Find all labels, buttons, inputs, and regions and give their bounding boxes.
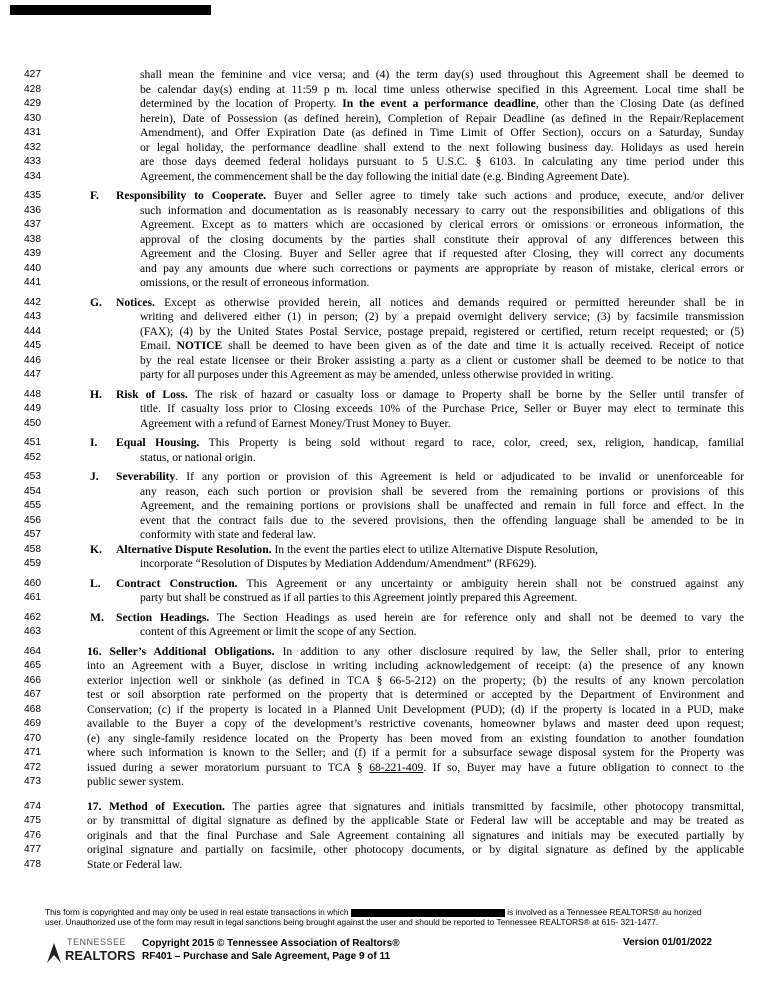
line-text: Severability. If any portion or provision of this Agreement is held or adjudicated to be invalid or unenforceable for — [116, 470, 744, 483]
line-text: be calendar day(s) ending at 11:59 p m. local time unless otherwise specified in this Agreement. Local time shall be — [140, 82, 744, 96]
line-text: writing and delivered either (1) in person; (2) by a prepaid overnight delivery service; (3) by facsimile transmission — [140, 310, 744, 323]
line-number: 437 — [24, 219, 41, 230]
line-number: 450 — [24, 417, 41, 429]
document-line — [24, 858, 744, 873]
section-marker: F. — [90, 189, 99, 202]
document-body — [24, 68, 744, 872]
line-text: or by transmittal of digital signature as defined by the applicable State or Federal law will be acceptable and may be treated as — [87, 814, 744, 827]
line-text: Agreement. Except as to matters which are occasioned by clerical errors or omissions or erroneous information, the — [140, 218, 744, 231]
line-number: 454 — [24, 485, 41, 497]
line-number: 474 — [24, 800, 41, 812]
section-marker: J. — [90, 470, 99, 483]
document-line — [24, 417, 744, 432]
document-line — [24, 368, 744, 383]
document-line — [24, 775, 744, 790]
line-number: 456 — [24, 514, 41, 526]
line-number: 464 — [24, 645, 41, 657]
line-text: party for all purposes under this Agreement as may be amended, unless otherwise provided in writing. — [140, 368, 614, 381]
document-line — [24, 189, 744, 204]
line-number: 468 — [24, 703, 41, 715]
document-line — [24, 276, 744, 291]
line-number: 478 — [24, 858, 41, 870]
line-number: 443 — [24, 311, 41, 322]
document-line — [24, 528, 744, 543]
line-number: 457 — [24, 529, 41, 540]
line-number: 462 — [24, 611, 41, 623]
line-text: Responsibility to Cooperate. Buyer and Seller agree to timely take such actions and produce, execute, and/or deliver — [116, 189, 744, 202]
line-number: 452 — [24, 451, 41, 463]
document-line — [24, 218, 744, 233]
document-line — [24, 611, 744, 626]
line-text: status, or national origin. — [140, 450, 256, 464]
line-number: 445 — [24, 340, 41, 351]
line-text: Risk of Loss. The risk of hazard or casualty loss or damage to Property shall be borne by the Seller until transfer of — [116, 387, 744, 401]
line-text: are those days deemed federal holidays pursuant to 5 U.S.C. § 6103. In calculating any time period under this — [140, 155, 744, 168]
line-text: exterior injection well or sinkhole (as defined in TCA § 66-5-212) on the property; (b) the results of any known percolation — [87, 673, 744, 687]
line-text: Agreement with a refund of Earnest Money/Trust Money to Buyer. — [140, 416, 451, 430]
section-marker: G. — [90, 295, 102, 309]
line-number: 465 — [24, 660, 41, 671]
document-line — [24, 717, 744, 732]
page-footer — [45, 907, 757, 963]
line-text: herein), Date of Possession (as defined herein), Completion of Repair Deadline (as defined in the Repair/Replacement — [140, 111, 744, 125]
document-line — [24, 829, 744, 844]
line-text: conformity with state and federal law. — [140, 528, 316, 541]
redacted-name — [351, 909, 505, 917]
logo-name: REALTORS — [65, 948, 136, 963]
line-text: approval of the closing documents by the parties shall constitute their approval of any differences between this — [140, 232, 744, 246]
section-marker: H. — [90, 387, 102, 401]
document-line — [24, 485, 744, 500]
line-number: 467 — [24, 689, 41, 700]
document-line — [24, 591, 744, 606]
line-text: issued during a sewer moratorium pursuant to TCA § 68-221-409. If so, Buyer may have a future obligation to connect to the — [87, 760, 744, 774]
line-text: party but shall be construed as if all parties to this Agreement jointly prepared this Agreement. — [140, 591, 578, 604]
document-line — [24, 310, 744, 325]
line-text: (FAX); (4) by the United States Postal Service, postage prepaid, registered or certified, return receipt requested; or (5) — [140, 324, 744, 338]
document-line — [24, 499, 744, 514]
line-text: available to the Buyer a copy of the development’s restrictive covenants, homeowner bylaws and master deed upon request; — [87, 717, 744, 730]
line-text: test or soil absorption rate performed on the property that is determined or accepted by the Department of Environment and — [87, 688, 744, 701]
line-text: Section Headings. The Section Headings as used herein are for reference only and shall not be deemed to vary the — [116, 610, 744, 624]
line-number: 433 — [24, 156, 41, 167]
line-text: Email. NOTICE shall be deemed to have been given as of the date and time it is actually received. Receipt of notice — [140, 339, 744, 352]
line-number: 429 — [24, 98, 41, 109]
line-number: 427 — [24, 69, 41, 80]
logo-mark-icon — [45, 939, 63, 965]
line-number: 473 — [24, 776, 41, 787]
disclaimer-part-1: This form is copyrighted and may only be used in real estate transactions in which — [45, 907, 349, 917]
line-text: determined by the location of Property. In the event a performance deadline, other than the Closing Date (as defined — [140, 97, 744, 110]
document-line — [24, 170, 744, 185]
document-line — [24, 325, 744, 340]
document-line — [24, 354, 744, 369]
line-number: 458 — [24, 543, 41, 555]
line-number: 469 — [24, 718, 41, 729]
document-line — [24, 436, 744, 451]
line-text: Contract Construction. This Agreement or any uncertainty or ambiguity herein shall not be construed against any — [116, 576, 744, 590]
line-number: 436 — [24, 204, 41, 216]
line-text: Agreement and the Closing. Buyer and Seller agree that if requested after Closing, they will correct any documents — [140, 247, 744, 260]
line-number: 475 — [24, 815, 41, 826]
line-number: 470 — [24, 732, 41, 744]
line-number: 461 — [24, 592, 41, 603]
line-text: omissions, or the result of erroneous information. — [140, 276, 370, 289]
line-number: 449 — [24, 403, 41, 414]
line-number: 444 — [24, 325, 41, 337]
line-text: incorporate “Resolution of Disputes by Mediation Addendum/Amendment” (RF629). — [140, 557, 537, 570]
line-number: 435 — [24, 190, 41, 201]
line-text: originals and that the final Purchase and Sale Agreement containing all signatures and initials may be executed partially by — [87, 828, 744, 842]
document-line — [24, 126, 744, 141]
line-number: 451 — [24, 437, 41, 448]
line-number: 441 — [24, 277, 41, 288]
section-marker: M. — [90, 610, 104, 624]
redaction-bar — [10, 5, 211, 15]
document-line — [24, 402, 744, 417]
line-number: 431 — [24, 127, 41, 138]
document-line — [24, 557, 744, 572]
line-number: 459 — [24, 558, 41, 569]
form-title: RF401 – Purchase and Sale Agreement, Page 9 of 11 — [142, 951, 391, 962]
line-number: 428 — [24, 83, 41, 95]
document-line — [24, 732, 744, 747]
line-text: or legal holiday, the performance deadline shall extend to the next following business day. Holidays as used herein — [140, 140, 744, 154]
document-line — [24, 339, 744, 354]
document-line — [24, 746, 744, 761]
line-number: 476 — [24, 829, 41, 841]
document-line — [24, 97, 744, 112]
disclaimer-line-2: user. Unauthorized use of the form may result in legal sanctions being brought against the user and should be reported to Tennessee REALTORS® at 615- 321-1477. — [45, 917, 659, 927]
section-marker: K. — [90, 542, 102, 556]
paragraph-gap — [24, 790, 744, 800]
document-line — [24, 470, 744, 485]
line-number: 440 — [24, 262, 41, 274]
document-line — [24, 204, 744, 219]
line-text: State or Federal law. — [87, 857, 183, 871]
line-text: by the real estate licensee or their Broker assisting a party as a client or customer shall be deemed to be notice to that — [140, 353, 744, 367]
document-line — [24, 674, 744, 689]
document-line — [24, 659, 744, 674]
document-line — [24, 112, 744, 127]
tennessee-realtors-logo — [45, 937, 135, 971]
document-line — [24, 761, 744, 776]
footer-disclaimer — [45, 907, 757, 927]
document-line — [24, 141, 744, 156]
document-line — [24, 68, 744, 83]
line-text: Agreement, the commencement shall be the day following the initial date (e.g. Binding Agreement Date). — [140, 169, 630, 183]
document-line — [24, 703, 744, 718]
line-text: 17. Method of Execution. The parties agree that signatures and initials transmitted by facsimile, other photocopy transmittal, — [87, 799, 744, 813]
document-line — [24, 262, 744, 277]
line-text: Amendment), and Offer Expiration Date (as defined in Time Limit of Offer Section), occurs on a Saturday, Sunday — [140, 126, 744, 139]
line-text: any reason, each such portion or provision shall be severed from the remaining portions or provisions of this — [140, 484, 744, 498]
line-number: 466 — [24, 674, 41, 686]
line-text: original signature and partially on facsimile, other photocopy documents, or by digital signature as defined by the applicable — [87, 843, 744, 856]
disclaimer-part-2: is involved as a Tennessee REALTORS® au horized — [507, 907, 702, 917]
document-line — [24, 83, 744, 98]
line-text: shall mean the feminine and vice versa; and (4) the term day(s) used throughout this Agreement shall be deemed to — [140, 68, 744, 81]
logo-state: TENNESSEE — [67, 937, 127, 947]
line-text: into an Agreement with a Buyer, disclose in writing including acknowledgement of receipt: (a) the presence of any known — [87, 659, 744, 672]
document-line — [24, 514, 744, 529]
line-number: 432 — [24, 141, 41, 153]
line-number: 447 — [24, 369, 41, 380]
line-number: 460 — [24, 577, 41, 589]
line-number: 471 — [24, 747, 41, 758]
line-number: 448 — [24, 388, 41, 400]
section-marker: L. — [90, 576, 101, 590]
line-text: 16. Seller’s Additional Obligations. In addition to any other disclosure required by law, the Seller shall, prior to entering — [87, 644, 744, 658]
document-line — [24, 814, 744, 829]
section-marker: I. — [90, 436, 98, 449]
line-number: 442 — [24, 296, 41, 308]
line-text: title. If casualty loss prior to Closing exceeds 10% of the Purchase Price, Seller or Buyer may elect to terminate this — [140, 402, 744, 415]
document-line — [24, 451, 744, 466]
line-text: where such information is known to the Seller; and (f) if a permit for a subsurface sewage disposal system for the Property was — [87, 746, 744, 759]
line-text: content of this Agreement or limit the scope of any Section. — [140, 625, 417, 638]
footer-copyright — [142, 937, 400, 963]
document-line — [24, 843, 744, 858]
line-text: public sewer system. — [87, 775, 184, 788]
document-line — [24, 233, 744, 248]
document-line — [24, 625, 744, 640]
document-line — [24, 388, 744, 403]
line-text: Notices. Except as otherwise provided herein, all notices and demands required or permitted hereunder shall be in — [116, 295, 744, 309]
line-text: and pay any amounts due where such corrections or payments are appropriate by reason of mistake, clerical errors or — [140, 261, 744, 275]
document-line — [24, 155, 744, 170]
line-text: Conservation; (c) if the property is located in a Planned Unit Development (PUD); (d) if the property is located in a PUD, make — [87, 702, 744, 716]
form-version: Version 01/01/2022 — [623, 937, 712, 948]
line-number: 453 — [24, 471, 41, 482]
line-text: Agreement, and the remaining portions or provisions shall be unaffected and remain in full force and effect. In the — [140, 499, 744, 512]
line-text: Equal Housing. This Property is being sold without regard to race, color, creed, sex, religion, handicap, familial — [116, 436, 744, 449]
line-number: 472 — [24, 761, 41, 773]
line-text: event that the contract fails due to the severed provisions, then the offending language shall be amended to be in — [140, 513, 744, 527]
line-text: such information and documentation as is reasonably necessary to carry out the responsibilities and obligations of this — [140, 203, 744, 217]
document-line — [24, 296, 744, 311]
document-line — [24, 645, 744, 660]
line-text: Alternative Dispute Resolution. In the event the parties elect to utilize Alternative Dispute Resolution, — [116, 542, 599, 556]
document-line — [24, 543, 744, 558]
document-line — [24, 688, 744, 703]
line-number: 446 — [24, 354, 41, 366]
copyright-text: Copyright 2015 © Tennessee Association of Realtors® — [142, 938, 400, 949]
line-number: 439 — [24, 248, 41, 259]
document-line — [24, 247, 744, 262]
line-number: 430 — [24, 112, 41, 124]
line-number: 434 — [24, 170, 41, 182]
document-line — [24, 800, 744, 815]
line-number: 477 — [24, 844, 41, 855]
line-text: (e) any single-family residence located on the Property has been moved from an existing foundation to another foundation — [87, 731, 744, 745]
line-number: 438 — [24, 233, 41, 245]
document-line — [24, 577, 744, 592]
line-number: 455 — [24, 500, 41, 511]
line-number: 463 — [24, 626, 41, 637]
